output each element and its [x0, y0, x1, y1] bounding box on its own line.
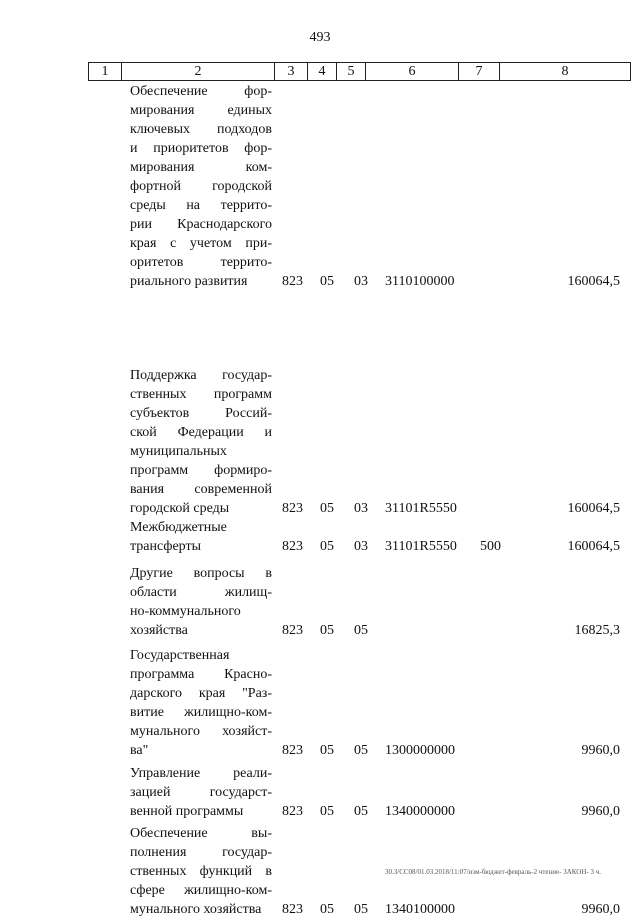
- description-line: оритетов террито-: [130, 255, 272, 270]
- description-line: полнения государ-: [130, 845, 272, 860]
- description-line: дарского края "Раз-: [130, 686, 272, 701]
- row-description: [130, 646, 272, 760]
- table-row: [88, 646, 628, 760]
- description-line: мунального хозяйства: [130, 902, 262, 917]
- document-footer: 30.3/CC08/01.03.2018/11:07/изм-бюджет-февраль-2 чтение- ЗАКОН- 3 ч.: [385, 868, 601, 876]
- description-line: муниципальных: [130, 444, 227, 459]
- description-line: области жилищ-: [130, 585, 272, 600]
- header-col-8: 8: [500, 63, 631, 81]
- description-line: Другие вопросы в: [130, 566, 272, 581]
- target-article-cell: 31101R5550: [385, 539, 457, 554]
- description-line: ской Федерации и: [130, 425, 272, 440]
- header-col-6: 6: [366, 63, 459, 81]
- header-col-3: 3: [275, 63, 308, 81]
- table-row: [88, 518, 628, 556]
- description-line: Обеспечение фор-: [130, 84, 272, 99]
- amount-cell: 9960,0: [581, 804, 620, 819]
- description-line: но-коммунального: [130, 604, 241, 619]
- org-code-cell: 823: [282, 539, 303, 554]
- section-cell: 05: [320, 804, 334, 819]
- description-line: мунального хозяйст-: [130, 724, 272, 739]
- target-article-cell: 1340000000: [385, 804, 455, 819]
- page-number: 493: [309, 30, 331, 45]
- description-line: витие жилищно-ком-: [130, 705, 272, 720]
- subsection-cell: 03: [354, 501, 368, 516]
- description-line: ва": [130, 743, 149, 758]
- section-cell: 05: [320, 539, 334, 554]
- org-code-cell: 823: [282, 501, 303, 516]
- row-description: [130, 564, 272, 640]
- description-line: ственных программ: [130, 387, 272, 402]
- description-line: рии Краснодарского: [130, 217, 272, 232]
- description-line: среды на террито-: [130, 198, 272, 213]
- target-article-cell: 1300000000: [385, 743, 455, 758]
- target-article-cell: 3110100000: [385, 274, 455, 289]
- org-code-cell: 823: [282, 274, 303, 289]
- table-row: [88, 564, 628, 640]
- org-code-cell: 823: [282, 902, 303, 917]
- description-line: риального развития: [130, 274, 248, 289]
- row-description: [130, 764, 272, 821]
- description-line: зацией государст-: [130, 785, 272, 800]
- table-row: [88, 366, 628, 518]
- section-cell: 05: [320, 274, 334, 289]
- description-line: субъектов Россий-: [130, 406, 272, 421]
- subsection-cell: 05: [354, 804, 368, 819]
- subsection-cell: 05: [354, 623, 368, 638]
- section-cell: 05: [320, 501, 334, 516]
- target-article-cell: 1340100000: [385, 902, 455, 917]
- amount-cell: 9960,0: [581, 902, 620, 917]
- description-line: Поддержка государ-: [130, 368, 272, 383]
- header-col-1: 1: [89, 63, 122, 81]
- section-cell: 05: [320, 623, 334, 638]
- header-col-4: 4: [308, 63, 337, 81]
- org-code-cell: 823: [282, 623, 303, 638]
- description-line: ключевых подходов: [130, 122, 272, 137]
- subsection-cell: 05: [354, 743, 368, 758]
- subsection-cell: 05: [354, 902, 368, 917]
- row-description: [130, 82, 272, 291]
- table-row: [88, 764, 628, 821]
- amount-cell: 9960,0: [581, 743, 620, 758]
- row-description: [130, 366, 272, 518]
- expense-type-cell: 500: [480, 539, 501, 554]
- description-line: края с учетом при-: [130, 236, 272, 251]
- description-line: программ формиро-: [130, 463, 272, 478]
- org-code-cell: 823: [282, 743, 303, 758]
- description-line: Управление реали-: [130, 766, 272, 781]
- amount-cell: 160064,5: [567, 501, 620, 516]
- amount-cell: 160064,5: [567, 274, 620, 289]
- section-cell: 05: [320, 902, 334, 917]
- description-line: Государственная: [130, 648, 230, 663]
- column-header-row: [88, 62, 631, 81]
- amount-cell: 16825,3: [574, 623, 620, 638]
- description-line: Обеспечение вы-: [130, 826, 272, 841]
- target-article-cell: 31101R5550: [385, 501, 457, 516]
- header-col-7: 7: [459, 63, 500, 81]
- description-line: Межбюджетные: [130, 520, 227, 535]
- description-line: хозяйства: [130, 623, 188, 638]
- description-line: фортной городской: [130, 179, 272, 194]
- description-line: ственных функций в: [130, 864, 272, 879]
- subsection-cell: 03: [354, 539, 368, 554]
- header-col-2: 2: [122, 63, 275, 81]
- description-line: городской среды: [130, 501, 230, 516]
- row-description: [130, 518, 272, 556]
- org-code-cell: 823: [282, 804, 303, 819]
- description-line: программа Красно-: [130, 667, 272, 682]
- header-col-5: 5: [337, 63, 366, 81]
- description-line: вания современной: [130, 482, 272, 497]
- description-line: мирования ком-: [130, 160, 272, 175]
- subsection-cell: 03: [354, 274, 368, 289]
- section-cell: 05: [320, 743, 334, 758]
- description-line: и приоритетов фор-: [130, 141, 272, 156]
- description-line: венной программы: [130, 804, 244, 819]
- table-row: [88, 82, 628, 291]
- amount-cell: 160064,5: [567, 539, 620, 554]
- description-line: трансферты: [130, 539, 202, 554]
- description-line: сфере жилищно-ком-: [130, 883, 272, 898]
- description-line: мирования единых: [130, 103, 272, 118]
